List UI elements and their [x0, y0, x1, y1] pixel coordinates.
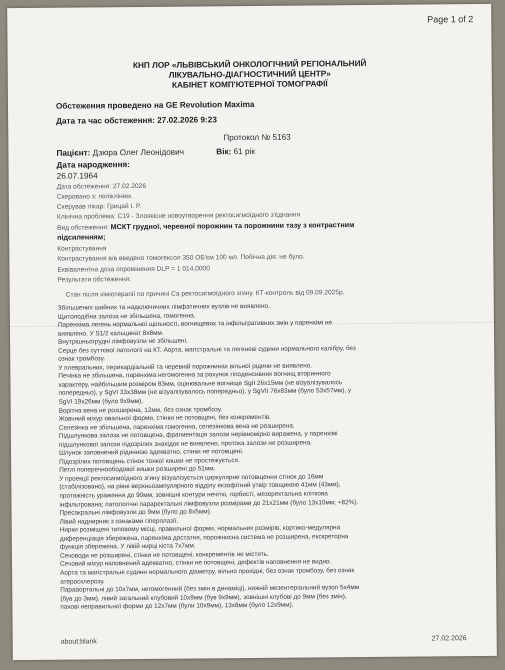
document-page: [7, 4, 497, 660]
findings-line: Лівий наднирник з ознаками гіперплазії.: [59, 517, 179, 526]
exam-type: [57, 221, 354, 233]
findings-line: атеросклерозу.: [60, 577, 105, 586]
referred-from: Скеровано з: поліклініки.: [56, 193, 133, 201]
exam-type-label: Вид обстеження:: [57, 224, 109, 232]
patient-label: Пацієнт:: [56, 148, 91, 158]
header-line-1: КНП ЛОР «ЛЬВІВСЬКИЙ ОНКОЛОГІЧНИЙ РЕГІОНАЛЬНИЙ: [132, 58, 367, 71]
findings-text: [58, 301, 461, 612]
header-line-3: КАБІНЕТ КОМП'ЮТЕРНОЇ ТОМОГРАФІЇ: [171, 79, 328, 90]
findings-line: характеру, найбільшим розміром 83мм, оцінювальне вогнище SgII 26х15мм (не візуалізувалось: [58, 379, 343, 389]
findings-line: Сечовий міхур наповнений адекватно, стінки не потовщені, дефектів наповнення не видно.: [59, 558, 332, 569]
institution-header: [8, 58, 492, 92]
radiation-dose: Еквівалентна доза опромінення DLP = 1 014,0000: [57, 265, 210, 274]
findings-line: функція збережена. У лівій нирці кіста 7х7мм.: [59, 542, 196, 551]
findings-line: Аорта та магістральні судини нормального діаметру, вільно прохідні, без ознак тромбозу, без ознак: [60, 567, 355, 577]
patient-name: Дзюра Олег Леонідович: [92, 147, 185, 158]
exam-type-value-2: підсиленням;: [57, 232, 106, 242]
patient-line: [56, 147, 255, 159]
findings-line: диференціація збережена, паренхіма достатня, порожнисна система не розширена, екскреторна: [59, 532, 349, 543]
results-label: Результати обстеження:: [57, 276, 132, 284]
findings-line: Жовчний міхур овальної форми, стінки не потовщені, без конкрементів.: [58, 413, 272, 423]
findings-line: (стабілізовано), на рівні верхньоампулярного відділу екзофітний утвір товщиною 41мм (43мм),: [59, 481, 341, 492]
findings-line: Петлі поперечноободової кишки розширені до 51мм.: [59, 465, 216, 475]
exam-device: Обстеження проведено на GE Revolution Maxima: [55, 99, 255, 111]
findings-line: Серце без суттєвої патології на КТ. Аорта, магістральні та легеневі судини нормального калібру, без: [58, 344, 356, 355]
header-line-2: ЛІКУВАЛЬНО-ДІАГНОСТИЧНИЙ ЦЕНТР»: [168, 69, 331, 80]
findings-line: (був до 3мм), лівий загальний клубовий 10х9мм (був 9х9мм), зовнішні клубові до 9мм (без змін),: [60, 592, 347, 603]
age-label: Вік:: [216, 147, 232, 157]
findings-line: Підшлункова залоза не потовщена, фрагментація залози нерівномірно виражена, у паренхімі: [58, 430, 338, 440]
exam-datetime: Дата та час обстеження: 27.02.2026 9:23: [56, 115, 217, 126]
exam-date-label: Дата обстеження:: [56, 183, 112, 191]
referring-doctor: Скерував лікар: Грицай І. Р.: [56, 202, 141, 211]
findings-line: інфільтрована; патологічні параректальні лімфовузли розмірами до 21х21мм (було 13х10мм; +82%).: [59, 498, 359, 509]
birth-label: Дата народження:: [56, 160, 131, 170]
findings-line: попередньо), у SgVI 33х38мм (не візуалізувалось попередньо), у SgVII 76х83мм (було 53х57мм), у: [58, 387, 352, 398]
birth-date: 26.07.1964: [56, 171, 98, 181]
age-value: 61 рік: [233, 146, 255, 157]
findings-line: Щитоподібна залоза не збільшена, гомогенна.: [57, 312, 196, 321]
findings-line: Внутрішньогрудні лімфовузли не збільшені.: [58, 337, 188, 346]
findings-line: Збільшених шийних та надключичних лімфатичних вузлів не виявлено.: [57, 302, 270, 312]
state-line: Стан після хіміотерапії по причині Са ректосигмоїдного згину. КТ-контроль від 09.09.2025р.: [65, 289, 345, 299]
findings-line: Селезінка не збільшена, паренхіма гомогенна, селезінкова вена не розширена.: [58, 422, 295, 432]
exam-date: 27.02.2026: [112, 182, 147, 191]
clinical-problem: Клінічна проблема: С19 - Злоякісне новоутворення ректосигмоїдного з'єднання: [56, 211, 301, 221]
findings-line: ознак тромбозу.: [58, 355, 106, 363]
findings-line: Паренхіма легень нормальної щільності, вогнищевих та інфільтративних змін у паренхімі не: [57, 319, 333, 329]
findings-line: підшлункової залози підозрілих знахідок не виявлено, протока залози не розширена.: [58, 439, 312, 449]
findings-line: виявлено. У S1/2 кальцинат 8х8мм.: [57, 329, 164, 338]
findings-line: Шлунок заповнений рідинною адекватно, стінки не потовщені.: [59, 448, 244, 457]
findings-line: Сечоводи не розширені, стінки не потовщені, конкрементів не містять.: [59, 550, 269, 560]
contrast-label: Контрастування: [57, 245, 107, 253]
findings-line: Нирки розміщені типовому місці, правильної форми, нормальних розмірів, кортико-медулярна: [59, 524, 341, 534]
findings-line: Парааортальні до 10х7мм, негомогенний (без змін в динаміці), нижній мезентеріальний вузол 5х4мм: [60, 584, 360, 594]
findings-line: У плевральних, перикардіальній та черевній порожнинах вільної рідини не виявлено.: [58, 362, 313, 372]
exam-type-value: МСКТ грудної, черевної порожнин та порожнини тазу з контрастним: [110, 220, 355, 232]
findings-line: Підозрілих потовщень стінок тонкої кишки не простежується.: [59, 456, 240, 466]
exam-date-line: [57, 183, 146, 192]
findings-line: Ворітна вена не розширена, 12мм, без ознак тромбозу.: [58, 405, 223, 415]
page-number: Page 1 of 2: [427, 14, 474, 25]
findings-line: SgVI 19х26мм (було 9х9мм).: [58, 397, 144, 406]
contrast-detail: Контрастування в/в введено томогексол 350 ОБ'єм 100 мл. Побічна дія: не було.: [57, 253, 305, 263]
findings-line: Пресакральні лімфовузли до 9мм (було до 8х5мм).: [59, 508, 212, 517]
footer-date: 27.02.2026: [431, 635, 467, 643]
protocol-number: Протокол № 5163: [223, 132, 291, 143]
footer-url: about:blank: [60, 638, 97, 646]
findings-line: протяжність ураження до 90мм, зовнішні контури нечіткі, горбисті, мезоректальна кліткова: [59, 490, 328, 500]
findings-line: пахові неправильної форми до 12х7мм (були 10х9мм), 13х8мм (було 12х9мм).: [60, 601, 294, 611]
findings-line: Печінка не збільшена, паренхіма негомогенна за рахунок гіподенсивних вогнищ вторинного: [58, 370, 331, 381]
findings-line: У проекції ректосигмоїдного згину візуалізується циркулярне потовщення стінок до 16мм: [59, 473, 324, 483]
